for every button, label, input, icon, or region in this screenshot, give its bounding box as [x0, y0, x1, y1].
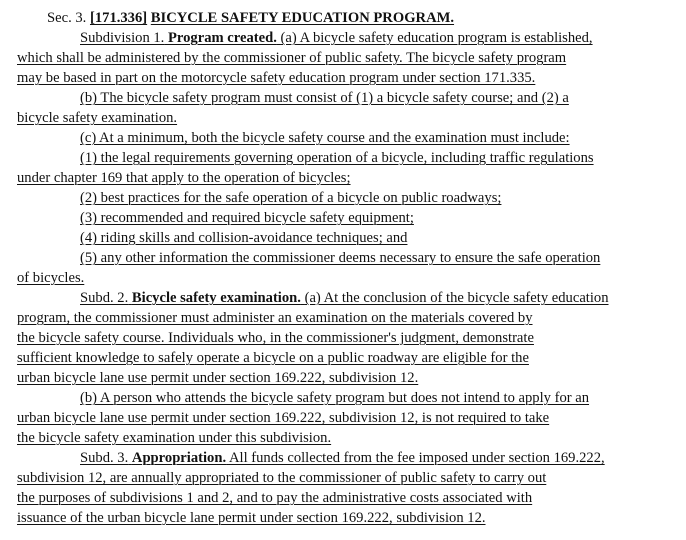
- subd1-line-11: (4) riding skills and collision-avoidance techniques; and: [80, 230, 408, 246]
- subd3-line-1: [80, 448, 605, 468]
- subd3-text: All funds collected from the fee imposed under section 169.222,: [228, 450, 605, 466]
- subd3-line-2: subdivision 12, are annually appropriated to the commissioner of public safety to carry out: [17, 470, 547, 486]
- section-title: BICYCLE SAFETY EDUCATION PROGRAM.: [150, 10, 455, 26]
- subd1-line-2: which shall be administered by the commissioner of public safety. The bicycle safety program: [17, 50, 567, 66]
- subd3-label: Subd. 3.: [80, 450, 129, 466]
- subd1-line-10: (3) recommended and required bicycle safety equipment;: [80, 210, 414, 226]
- subd2-line-1: [80, 288, 609, 308]
- subd2-label: Subd. 2.: [80, 290, 129, 306]
- subd1-line-4: (b) The bicycle safety program must consist of (1) a bicycle safety course; and (2) a: [80, 90, 569, 106]
- subd1-line-12: (5) any other information the commissioner deems necessary to ensure the safe operation: [80, 250, 601, 266]
- subd2-line-8: the bicycle safety examination under this subdivision.: [17, 430, 332, 446]
- subd3-line-3: the purposes of subdivisions 1 and 2, and to pay the administrative costs associated with: [17, 490, 533, 506]
- subd2-line-4: sufficient knowledge to safely operate a bicycle on a public roadway are eligible for the: [17, 350, 529, 366]
- subd1-heading: Program created.: [168, 30, 277, 46]
- subd2-line-2: program, the commissioner must administer an examination on the materials covered by: [17, 310, 533, 326]
- section-number: [171.336]: [89, 10, 148, 26]
- subd1-line-13: of bicycles.: [17, 270, 85, 286]
- subd1-line-3: may be based in part on the motorcycle safety education program under section 171.335.: [17, 70, 536, 86]
- subd1-line-8: under chapter 169 that apply to the operation of bicycles;: [17, 170, 351, 186]
- section-prefix: Sec. 3.: [47, 10, 87, 26]
- subd1-text: (a) A bicycle safety education program is established,: [280, 30, 593, 46]
- subd2-line-6: (b) A person who attends the bicycle safety program but does not intend to apply for an: [80, 390, 590, 406]
- subd1-line-5: bicycle safety examination.: [17, 110, 178, 126]
- subd2-text: (a) At the conclusion of the bicycle safety education: [304, 290, 609, 306]
- subd3-line-4: issuance of the urban bicycle lane permit under section 169.222, subdivision 12.: [17, 510, 486, 526]
- subd2-line-5: urban bicycle lane use permit under section 169.222, subdivision 12.: [17, 370, 419, 386]
- subd1-label: Subdivision 1.: [80, 30, 165, 46]
- subd1-line-7: (1) the legal requirements governing operation of a bicycle, including traffic regulations: [80, 150, 594, 166]
- subd2-heading: Bicycle safety examination.: [131, 290, 301, 306]
- section-heading: [47, 8, 454, 28]
- subd3-heading: Appropriation.: [131, 450, 227, 466]
- subd1-line-1: [80, 28, 593, 48]
- subd2-line-3: the bicycle safety course. Individuals who, in the commissioner's judgment, demonstrate: [17, 330, 534, 346]
- subd2-line-7: urban bicycle lane use permit under section 169.222, subdivision 12, is not required to take: [17, 410, 550, 426]
- subd1-line-6: (c) At a minimum, both the bicycle safety course and the examination must include:: [80, 130, 570, 146]
- subd1-line-9: (2) best practices for the safe operation of a bicycle on public roadways;: [80, 190, 502, 206]
